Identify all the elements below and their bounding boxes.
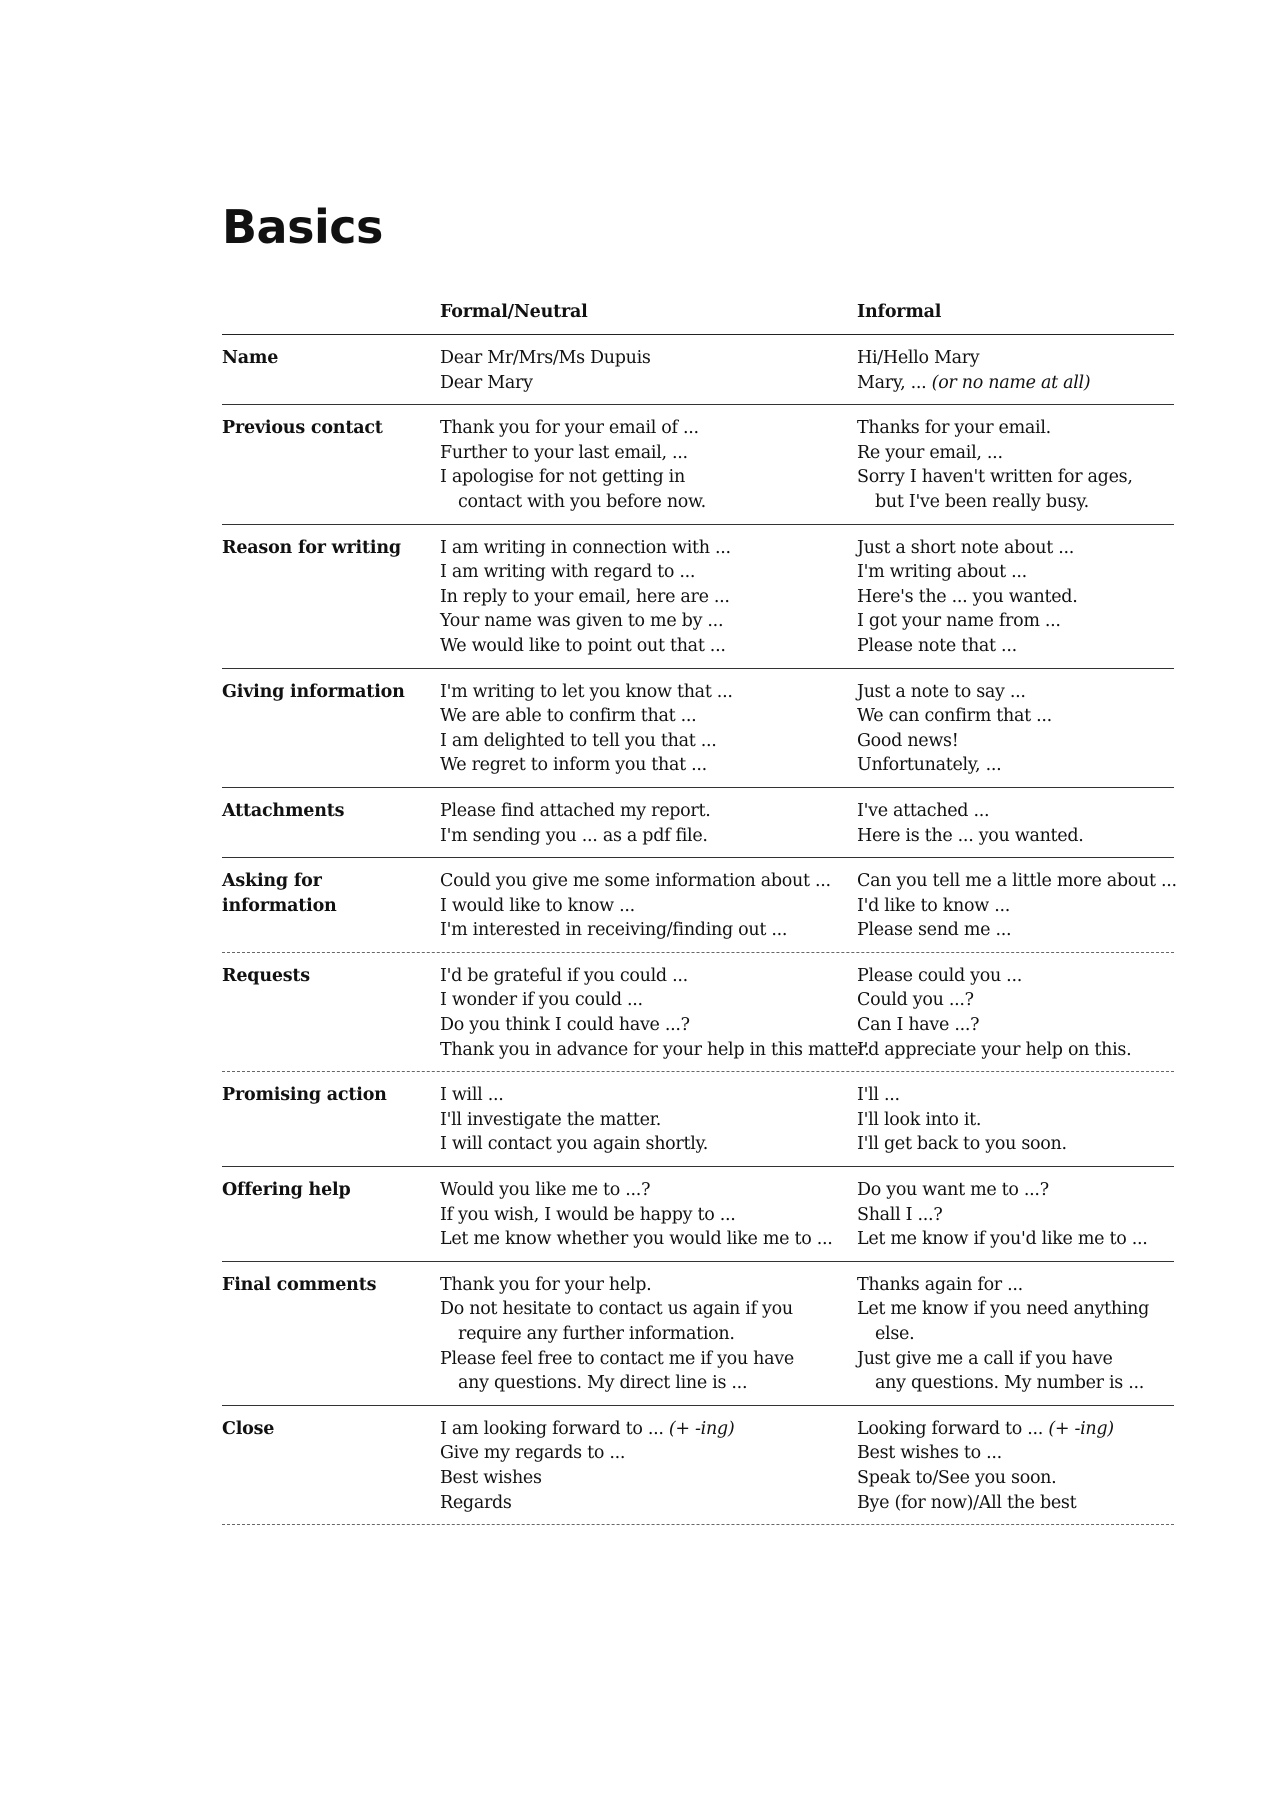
informal-phrase-text: Looking forward to ...	[857, 1418, 1049, 1439]
informal-phrases	[857, 346, 1174, 395]
formal-phrase: Thank you in advance for your help in this matter.	[440, 1039, 870, 1060]
informal-phrase: I got your name from ...	[857, 611, 1061, 632]
formal-phrase: I am writing in connection with ...	[440, 537, 731, 558]
header-formal: Formal/Neutral	[440, 302, 588, 322]
section-label: Final comments	[222, 1274, 377, 1295]
informal-phrase: Thanks for your email.	[857, 418, 1051, 439]
formal-phrases	[440, 1083, 857, 1157]
formal-phrases	[440, 536, 857, 659]
informal-phrase: Let me know if you need anything	[857, 1299, 1150, 1320]
informal-phrases	[857, 869, 1177, 943]
informal-phrase: Here's the ... you wanted.	[857, 586, 1078, 607]
informal-phrase: Re your email, ...	[857, 442, 1003, 463]
informal-phrase: I'll look into it.	[857, 1109, 982, 1130]
header-informal: Informal	[857, 302, 942, 322]
informal-phrase: I'd appreciate your help on this.	[857, 1039, 1132, 1060]
section-name	[222, 335, 1174, 405]
formal-phrase: I will contact you again shortly.	[440, 1134, 709, 1155]
usage-note: (+ -ing)	[668, 1418, 735, 1439]
informal-phrase: Thanks again for ...	[857, 1274, 1023, 1295]
informal-phrases	[857, 680, 1174, 778]
section-label: Name	[222, 348, 279, 368]
formal-phrases	[440, 1273, 857, 1396]
formal-phrase: Let me know whether you would like me to ...	[440, 1229, 833, 1250]
formal-phrase: Thank you for your email of ...	[440, 418, 699, 439]
informal-phrase: Best wishes to ...	[857, 1443, 1002, 1464]
formal-phrase: I'm sending you ... as a pdf file.	[440, 825, 708, 846]
informal-phrase: Do you want me to ...?	[857, 1180, 1049, 1201]
page-title: Basics	[222, 200, 383, 254]
section-label: Reason for writing	[222, 537, 401, 558]
formal-phrase: Would you like me to ...?	[440, 1180, 651, 1201]
section-label: Previous contact	[222, 418, 383, 439]
informal-phrase: Hi/Hello Mary	[857, 348, 980, 368]
informal-phrase: Can you tell me a little more about ...	[857, 871, 1177, 892]
informal-phrases	[857, 1417, 1174, 1515]
informal-phrase: Just give me a call if you have	[857, 1348, 1113, 1369]
section-label: Giving information	[222, 681, 405, 702]
informal-phrases	[857, 1178, 1174, 1252]
formal-phrase: I apologise for not getting in	[440, 467, 685, 488]
informal-phrase: Here is the ... you wanted.	[857, 825, 1084, 846]
formal-phrase: Thank you for your help.	[440, 1274, 652, 1295]
formal-phrase: I'm interested in receiving/finding out ...	[440, 920, 788, 941]
formal-phrase: In reply to your email, here are ...	[440, 586, 730, 607]
section-asking-for-information	[222, 858, 1177, 953]
formal-phrase: I wonder if you could ...	[440, 990, 643, 1011]
section-promising-action	[222, 1072, 1174, 1167]
informal-phrase: I'll get back to you soon.	[857, 1134, 1067, 1155]
formal-phrase: Could you give me some information about ...	[440, 871, 831, 892]
phrases-table	[222, 300, 1177, 1525]
informal-phrases	[857, 1083, 1174, 1157]
formal-phrase: Please find attached my report.	[440, 800, 711, 821]
formal-phrase: Further to your last email, ...	[440, 442, 688, 463]
formal-phrase: any questions. My direct line is ...	[458, 1373, 748, 1394]
formal-phrase: contact with you before now.	[458, 491, 706, 512]
formal-phrase: Do you think I could have ...?	[440, 1015, 690, 1036]
section-requests	[222, 953, 1174, 1072]
formal-phrases	[440, 416, 857, 514]
formal-phrase: I'd be grateful if you could ...	[440, 965, 688, 986]
section-final-comments	[222, 1262, 1174, 1406]
usage-note: (or no name at all)	[931, 372, 1091, 393]
section-label: Close	[222, 1418, 275, 1439]
informal-phrase: Just a note to say ...	[857, 681, 1026, 702]
informal-phrase	[857, 1417, 1174, 1442]
section-label: Offering help	[222, 1180, 351, 1201]
informal-phrase: any questions. My number is ...	[875, 1373, 1145, 1394]
section-label: Attachments	[222, 800, 345, 821]
formal-phrase: Dear Mr/Mrs/Ms Dupuis	[440, 348, 651, 368]
usage-note: (+ -ing)	[1048, 1418, 1114, 1439]
section-reason-for-writing	[222, 525, 1174, 669]
informal-phrase: Unfortunately, ...	[857, 755, 1002, 776]
formal-phrase: I would like to know ...	[440, 895, 635, 916]
informal-phrase: but I've been really busy.	[875, 491, 1089, 512]
formal-phrase: We are able to confirm that ...	[440, 706, 697, 727]
formal-phrase-text: I am looking forward to ...	[440, 1418, 669, 1439]
formal-phrases	[440, 869, 857, 943]
formal-phrase: Best wishes	[440, 1467, 542, 1488]
section-close	[222, 1406, 1174, 1525]
informal-phrases	[857, 416, 1174, 514]
formal-phrase: require any further information.	[458, 1324, 735, 1344]
informal-phrase: I'll ...	[857, 1085, 900, 1106]
informal-phrases	[857, 964, 1174, 1062]
formal-phrase	[440, 1417, 857, 1442]
section-label: Requests	[222, 965, 310, 986]
informal-phrase: Just a short note about ...	[857, 537, 1074, 558]
informal-phrase: I'm writing about ...	[857, 562, 1027, 583]
formal-phrases	[440, 1178, 857, 1252]
formal-phrases	[440, 964, 870, 1062]
informal-phrase: else.	[875, 1324, 915, 1344]
informal-phrase: We can confirm that ...	[857, 706, 1052, 727]
informal-phrase: I've attached ...	[857, 800, 990, 821]
informal-phrase: Sorry I haven't written for ages,	[857, 467, 1133, 488]
formal-phrase: Do not hesitate to contact us again if you	[440, 1299, 793, 1320]
formal-phrase: I am delighted to tell you that ...	[440, 730, 717, 751]
informal-phrase: Shall I ...?	[857, 1204, 943, 1225]
formal-phrase: Dear Mary	[440, 372, 533, 393]
section-attachments	[222, 788, 1174, 858]
formal-phrase: I'll investigate the matter.	[440, 1109, 662, 1130]
informal-phrase: Please could you ...	[857, 965, 1022, 986]
informal-phrase: Bye (for now)/All the best	[857, 1492, 1077, 1513]
formal-phrase: I'm writing to let you know that ...	[440, 681, 733, 702]
formal-phrase: Your name was given to me by ...	[440, 611, 724, 632]
section-giving-information	[222, 669, 1174, 788]
informal-phrase	[857, 371, 1174, 396]
informal-phrase: Good news!	[857, 730, 959, 751]
formal-phrase: We regret to inform you that ...	[440, 755, 707, 776]
informal-phrase: I'd like to know ...	[857, 895, 1010, 916]
formal-phrase: I am writing with regard to ...	[440, 562, 696, 583]
informal-phrases	[857, 1273, 1174, 1396]
section-label: Promising action	[222, 1085, 387, 1106]
informal-phrase: Can I have ...?	[857, 1015, 980, 1036]
formal-phrase: Regards	[440, 1492, 512, 1513]
informal-phrase-text: Mary, ...	[857, 372, 932, 393]
formal-phrase: Please feel free to contact me if you have	[440, 1348, 794, 1369]
formal-phrase: If you wish, I would be happy to ...	[440, 1204, 736, 1225]
section-label: Asking for information	[222, 871, 337, 916]
formal-phrases	[440, 1417, 857, 1515]
informal-phrases	[857, 536, 1174, 659]
informal-phrases	[857, 799, 1174, 848]
table-header	[222, 300, 1174, 335]
formal-phrase: Give my regards to ...	[440, 1443, 626, 1464]
informal-phrase: Let me know if you'd like me to ...	[857, 1229, 1148, 1250]
informal-phrase: Could you ...?	[857, 990, 974, 1011]
informal-phrase: Please note that ...	[857, 635, 1017, 656]
formal-phrase: We would like to point out that ...	[440, 635, 726, 656]
informal-phrase: Please send me ...	[857, 920, 1012, 941]
formal-phrases	[440, 346, 857, 395]
informal-phrase: Speak to/See you soon.	[857, 1467, 1057, 1488]
formal-phrases	[440, 680, 857, 778]
section-previous-contact	[222, 405, 1174, 524]
formal-phrase: I will ...	[440, 1085, 504, 1106]
section-offering-help	[222, 1167, 1174, 1262]
formal-phrases	[440, 799, 857, 848]
